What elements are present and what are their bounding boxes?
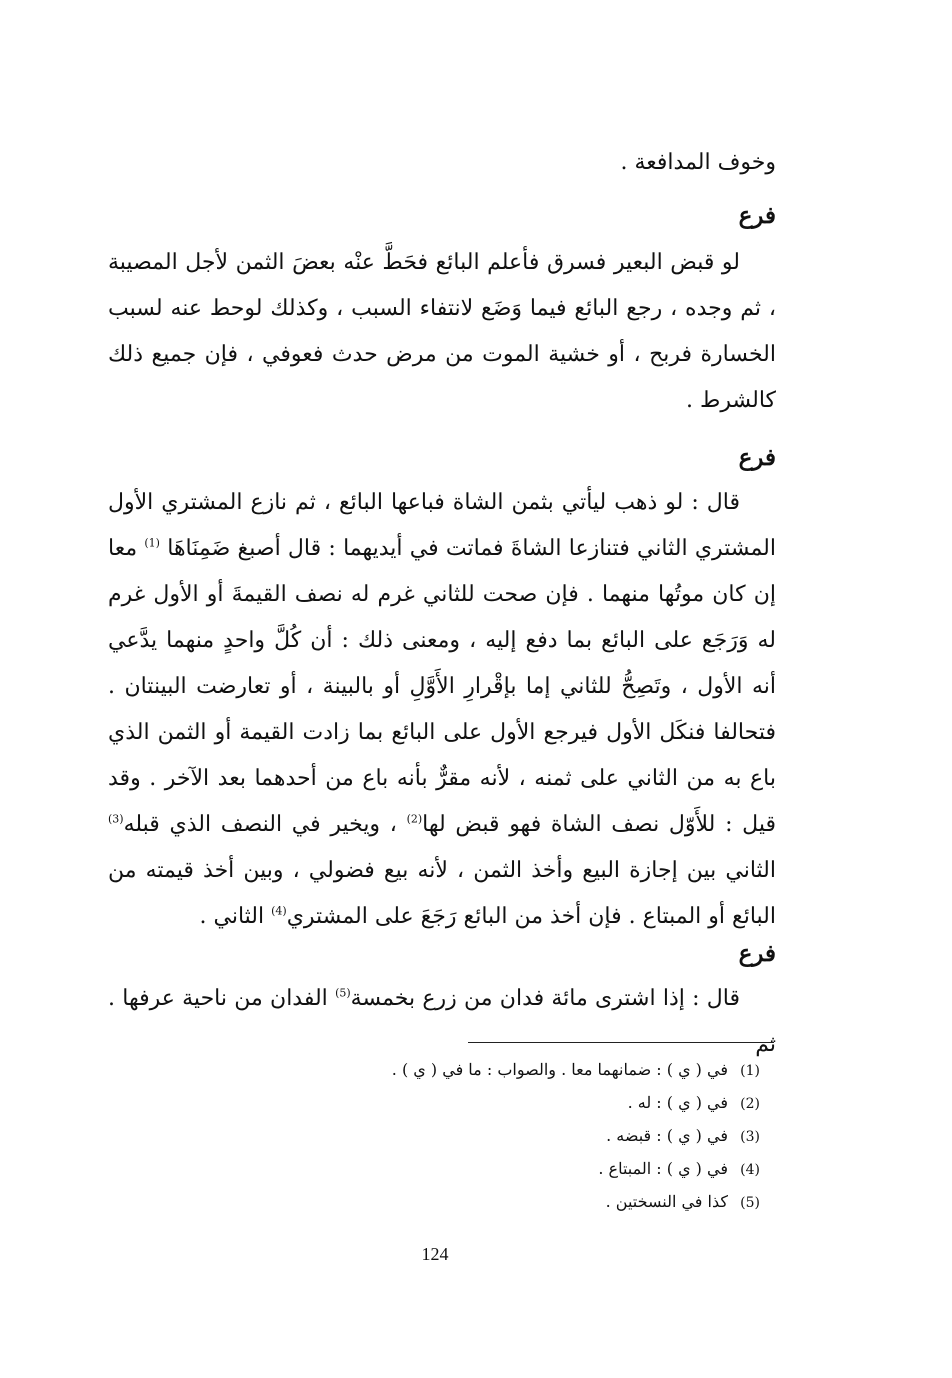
- footnote-item: [300, 1087, 760, 1120]
- footnote-item: [300, 1054, 760, 1087]
- section-3: [108, 934, 776, 1068]
- paragraph-text: الثاني .: [199, 904, 265, 929]
- page-number: 124: [421, 1244, 449, 1264]
- footnote-ref-5: (5): [335, 986, 351, 1000]
- continuation-text: وخوف المدافعة .: [620, 150, 776, 175]
- paragraph-text: ، ويخير في النصف الذي قبله: [123, 812, 397, 837]
- footnote-ref-2: (2): [406, 812, 423, 826]
- section-2: [108, 438, 776, 940]
- footnote-item: [300, 1153, 760, 1186]
- section-paragraph: [108, 480, 776, 940]
- footnote-number: (1): [740, 1063, 760, 1079]
- section-heading: فرع: [738, 940, 776, 967]
- footnote-number: (2): [740, 1096, 760, 1112]
- footnote-ref-4: (4): [271, 904, 287, 918]
- footnotes: [300, 1054, 760, 1219]
- footnote-text: في ( ي ) : ضمانهما معا . والصواب : ما في ( ي ) .: [391, 1060, 728, 1079]
- footnote-text: في ( ي ) : قبضه .: [606, 1126, 728, 1145]
- paragraph-text: قال : لو ذهب ليأتي بثمن الشاة فباعها البائع ، ثم نازع المشتري الأول المشتري الثاني فتنازعا الشاةَ فماتت في أيديهما : قال أصبغ ضَمِنَاهَا: [108, 490, 776, 561]
- footnote-text: كذا في النسختين .: [605, 1192, 728, 1211]
- footnote-ref-1: (1): [144, 536, 160, 550]
- section-heading: فرع: [738, 202, 776, 229]
- paragraph-text: الفدان من ناحية عرفها . ثم: [108, 986, 776, 1057]
- footnote-ref-3: (3): [108, 812, 124, 826]
- section-heading: فرع: [738, 444, 776, 471]
- continuation-line: [108, 140, 776, 186]
- footnote-number: (5): [740, 1195, 760, 1211]
- footnote-number: (3): [740, 1129, 760, 1145]
- footnote-text: في ( ي ) : له .: [627, 1093, 728, 1112]
- paragraph-text: معا إن كان موتُها منهما . فإن صحت للثاني غرم له نصف القيمةَ أو الأول غرم له وَرَجَع على البائع بما دفع إليه ، ومعنى ذلك : أن كُلَّ واحدٍ منهما يدَّعي أنه الأول ، وتَصِحُّ للثاني إما بإقْرارِ الأَوَّلِ أو بالبينة ، أو تعارضت البينتان . فتحالفا فنكَل الأول فيرجع الأول على البائع بما زادت القيمة أو الثمن الذي باع به من الثاني على ثمنه ، لأنه مقرٌّ بأنه باع من أحدهما بعد الآخر . وقد قيل : للأَوّل نصف الشاة فهو قبض لها: [108, 536, 776, 837]
- footnote-text: في ( ي ) : المبتاع .: [598, 1159, 728, 1178]
- footnote-item: [300, 1186, 760, 1219]
- footnote-separator: [468, 1042, 774, 1043]
- section-1: [108, 196, 776, 424]
- footnote-number: (4): [740, 1162, 760, 1178]
- paragraph-text: قال : إذا اشترى مائة فدان من زرع بخمسة: [350, 986, 740, 1011]
- footnote-item: [300, 1120, 760, 1153]
- paragraph-text: الثاني بين إجازة البيع وأخذ الثمن ، لأنه بيع فضولي ، وبين أخذ قيمته من البائع أو المبتاع . فإن أخذ من البائع رَجَعَ على المشتري: [108, 858, 776, 929]
- section-paragraph: لو قبض البعير فسرق فأعلم البائع فحَطَّ عنْه بعضَ الثمن لأجل المصيبة ، ثم وجده ، رجع البائع فيما وَضَع لانتفاء السبب ، وكذلك لوحط عنه لسبب الخسارة فربح ، أو خشية الموت من مرض حدث فعوفي ، فإن جميع ذلك كالشرط .: [108, 250, 776, 413]
